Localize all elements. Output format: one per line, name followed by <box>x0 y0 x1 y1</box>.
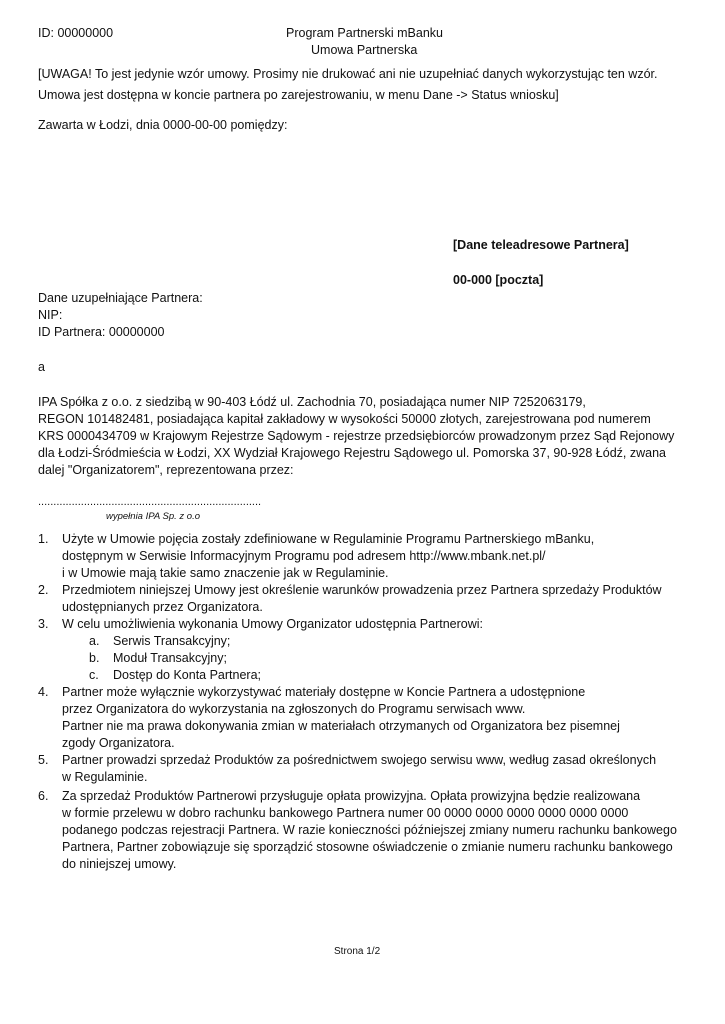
clause-number: 5. <box>38 753 49 767</box>
signature-caption: wypełnia IPA Sp. z o.o <box>106 511 200 522</box>
document-id: ID: 00000000 <box>38 26 114 40</box>
clause-line: Partner prowadzi sprzedaż Produktów za pośrednictwem swojego serwisu www, według zasad określonych <box>62 753 657 767</box>
clause-line: Za sprzedaż Produktów Partnerowi przysługuje opłata prowizyjna. Opłata prowizyjna będzie realizowana <box>62 789 641 803</box>
clause-line: Partnera, Partner zobowiązuje się sporządzić stosowne oświadczenie o zmianie numeru rachunku bankowego <box>62 840 673 854</box>
clause-line: w Regulaminie. <box>62 770 148 784</box>
clause-line: udostępnianych przez Organizatora. <box>62 600 263 614</box>
organizer-line: REGON 101482481, posiadająca kapitał zakładowy w wysokości 50000 złotych, zarejestrowana pod numerem <box>38 412 651 426</box>
clause-number: 2. <box>38 583 49 597</box>
sub-item-letter: b. <box>89 651 100 665</box>
organizer-line: IPA Spółka z o.o. z siedzibą w 90-403 Łódź ul. Zachodnia 70, posiadająca numer NIP 7252063179, <box>38 395 586 409</box>
clause-line: Użyte w Umowie pojęcia zostały zdefiniowane w Regulaminie Programu Partnerskiego mBanku, <box>62 532 595 546</box>
partner-id: ID Partnera: 00000000 <box>38 325 165 339</box>
partner-details-heading: Dane uzupełniające Partnera: <box>38 291 203 305</box>
clause-line: Partner może wyłącznie wykorzystywać materiały dostępne w Koncie Partnera a udostępnione <box>62 685 586 699</box>
notice-line-2: Umowa jest dostępna w koncie partnera po zarejestrowaniu, w menu Dane -> Status wniosku] <box>38 88 559 102</box>
clause-line: zgody Organizatora. <box>62 736 175 750</box>
signature-dots: ......................................................................... <box>38 496 262 508</box>
program-title: Program Partnerski mBanku <box>286 26 444 40</box>
sub-item-text: Serwis Transakcyjny; <box>113 634 231 648</box>
clause-number: 4. <box>38 685 49 699</box>
sub-item-letter: a. <box>89 634 100 648</box>
clause-number: 1. <box>38 532 49 546</box>
clause-line: Partner nie ma prawa dokonywania zmian w materiałach otrzymanych od Organizatora bez pisemnej <box>62 719 620 733</box>
clause-number: 3. <box>38 617 49 631</box>
notice-line-1: [UWAGA! To jest jedynie wzór umowy. Prosimy nie drukować ani nie uzupełniać danych wykorzystując ten wzór. <box>38 67 658 81</box>
organizer-line: dalej "Organizatorem", reprezentowana przez: <box>38 463 294 477</box>
clause-line: i w Umowie mają takie samo znaczenie jak w Regulaminie. <box>62 566 389 580</box>
clause-line: przez Organizatora do wykorzystania na zgłoszonych do Programu serwisach www. <box>62 702 526 716</box>
page-number: Strona 1/2 <box>334 946 381 957</box>
sub-item-text: Moduł Transakcyjny; <box>113 651 227 665</box>
organizer-line: KRS 0000434709 w Krajowym Rejestrze Sądowym - rejestrze przedsiębiorców prowadzonym przez Sąd Rejonowy <box>38 429 675 443</box>
clause-line: dostępnym w Serwisie Informacyjnym Programu pod adresem http://www.mbank.net.pl/ <box>62 549 546 563</box>
partner-address-postal: 00-000 [poczta] <box>453 273 544 287</box>
document-title: Umowa Partnerska <box>311 43 418 57</box>
clause-line: w formie przelewu w dobro rachunku bankowego Partnera numer 00 0000 0000 0000 0000 0000 0000 <box>62 806 629 820</box>
clause-line: do niniejszej umowy. <box>62 857 177 871</box>
clause-line: W celu umożliwienia wykonania Umowy Organizator udostępnia Partnerowi: <box>62 617 484 631</box>
sub-item-text: Dostęp do Konta Partnera; <box>113 668 262 682</box>
clause-line: podanego podczas rejestracji Partnera. W razie konieczności późniejszej zmiany numeru rachunku bankowego <box>62 823 677 837</box>
conjunction: a <box>38 360 45 374</box>
clause-line: Przedmiotem niniejszej Umowy jest określenie warunków prowadzenia przez Partnera sprzedaży Produktów <box>62 583 662 597</box>
clause-number: 6. <box>38 789 49 803</box>
partner-address-name: [Dane teleadresowe Partnera] <box>453 238 629 252</box>
organizer-line: dla Łodzi-Śródmieścia w Łodzi, XX Wydział Krajowego Rejestru Sądowego ul. Pomorska 37, 90-928 Łódź, zwana <box>38 446 666 460</box>
concluded-statement: Zawarta w Łodzi, dnia 0000-00-00 pomiędzy: <box>38 118 288 132</box>
partner-nip: NIP: <box>38 308 63 322</box>
sub-item-letter: c. <box>89 668 99 682</box>
